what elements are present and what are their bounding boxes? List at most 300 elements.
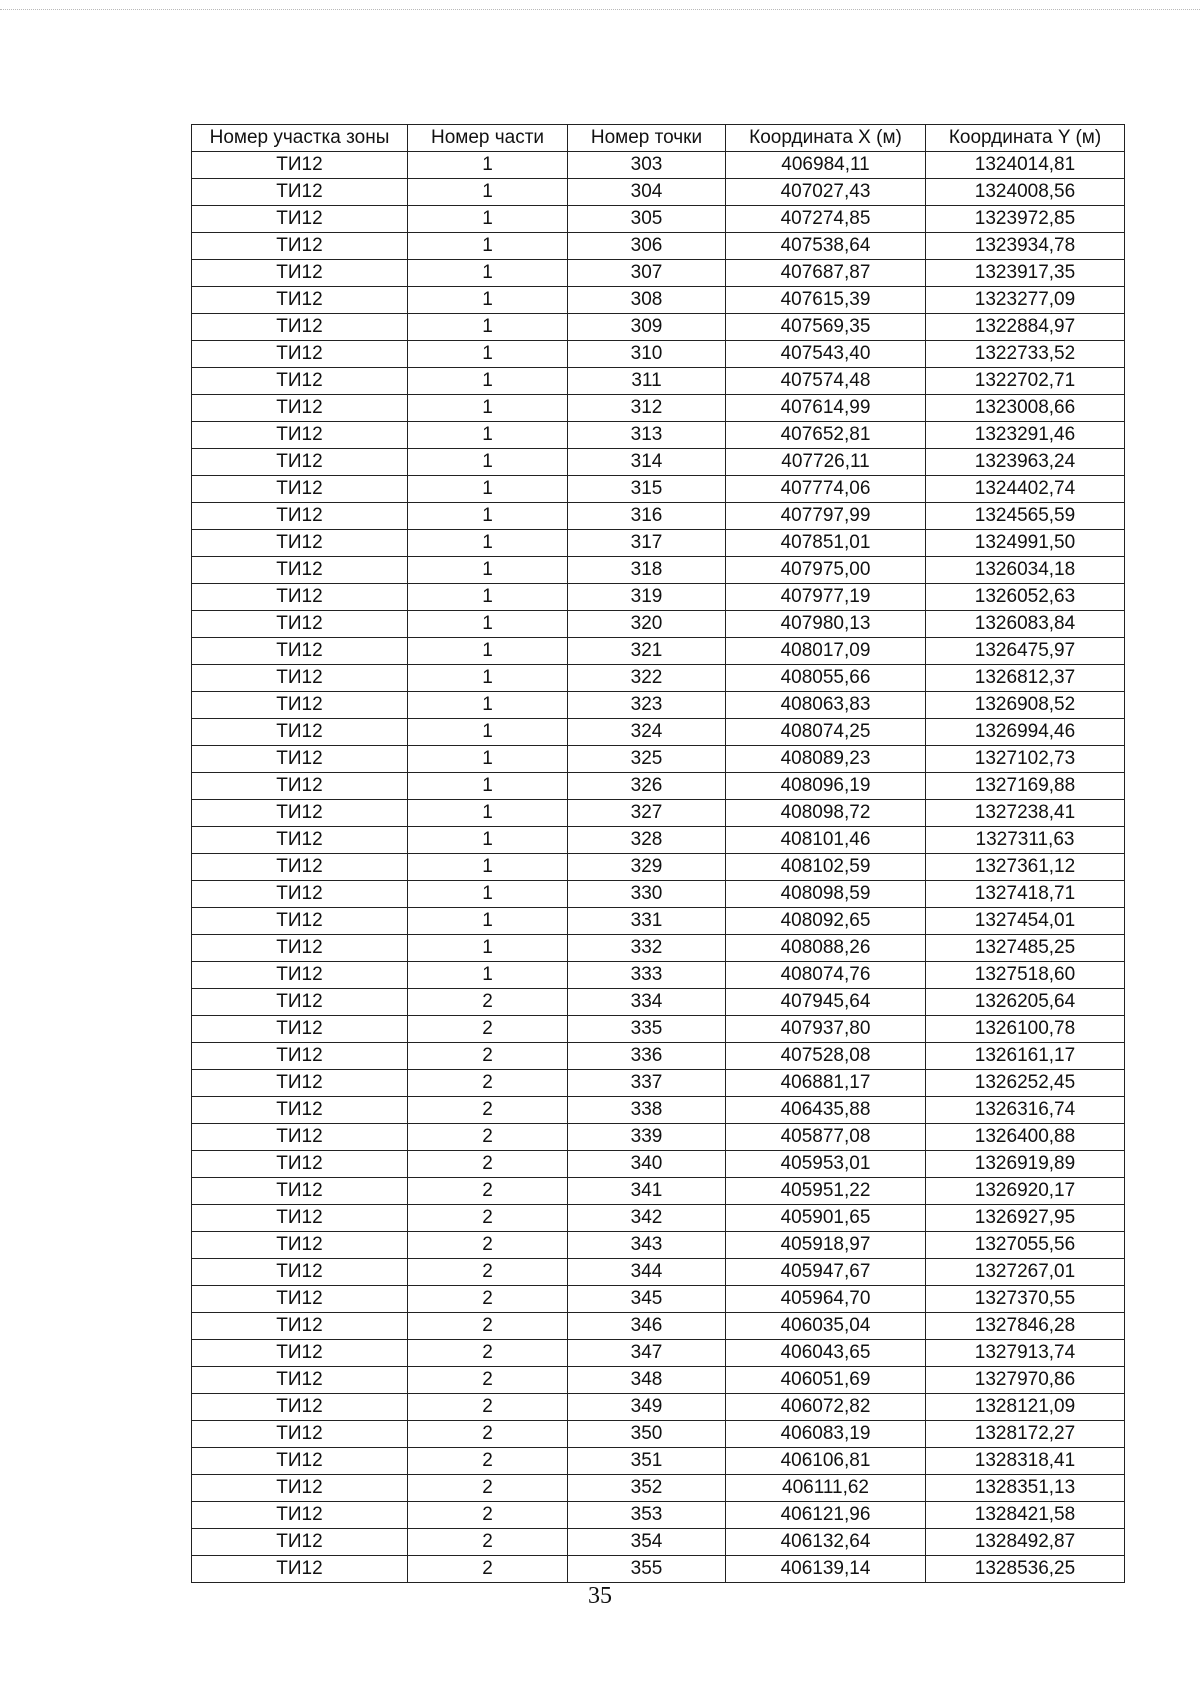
cell-zone-section: ТИ12	[192, 449, 408, 476]
cell-coordinate-y: 1326034,18	[926, 557, 1125, 584]
cell-point-number: 334	[568, 989, 726, 1016]
cell-point-number: 331	[568, 908, 726, 935]
cell-coordinate-x: 407569,35	[726, 314, 926, 341]
cell-point-number: 318	[568, 557, 726, 584]
cell-coordinate-y: 1326161,17	[926, 1043, 1125, 1070]
cell-coordinate-x: 407797,99	[726, 503, 926, 530]
cell-coordinate-y: 1327418,71	[926, 881, 1125, 908]
cell-coordinate-x: 406111,62	[726, 1475, 926, 1502]
table-row	[192, 1421, 1125, 1448]
cell-coordinate-y: 1326812,37	[926, 665, 1125, 692]
cell-part-number: 1	[408, 962, 568, 989]
cell-coordinate-x: 408074,76	[726, 962, 926, 989]
cell-coordinate-x: 406106,81	[726, 1448, 926, 1475]
cell-coordinate-y: 1328536,25	[926, 1556, 1125, 1583]
cell-point-number: 316	[568, 503, 726, 530]
cell-coordinate-x: 406139,14	[726, 1556, 926, 1583]
page-number: 35	[588, 1583, 612, 1609]
table-row	[192, 746, 1125, 773]
cell-part-number: 1	[408, 476, 568, 503]
cell-point-number: 324	[568, 719, 726, 746]
cell-part-number: 2	[408, 1016, 568, 1043]
cell-coordinate-x: 407726,11	[726, 449, 926, 476]
cell-zone-section: ТИ12	[192, 827, 408, 854]
cell-part-number: 2	[408, 1556, 568, 1583]
cell-zone-section: ТИ12	[192, 881, 408, 908]
cell-coordinate-y: 1326919,89	[926, 1151, 1125, 1178]
table-row	[192, 530, 1125, 557]
cell-point-number: 325	[568, 746, 726, 773]
header-coordinate-y: Координата Y (м)	[926, 125, 1125, 152]
cell-coordinate-y: 1328318,41	[926, 1448, 1125, 1475]
cell-zone-section: ТИ12	[192, 989, 408, 1016]
cell-part-number: 2	[408, 1394, 568, 1421]
cell-coordinate-y: 1323917,35	[926, 260, 1125, 287]
table-row	[192, 395, 1125, 422]
cell-coordinate-y: 1327485,25	[926, 935, 1125, 962]
cell-coordinate-x: 408063,83	[726, 692, 926, 719]
table-body	[192, 152, 1125, 1583]
table-row	[192, 935, 1125, 962]
cell-coordinate-x: 408017,09	[726, 638, 926, 665]
cell-zone-section: ТИ12	[192, 233, 408, 260]
cell-coordinate-y: 1324008,56	[926, 179, 1125, 206]
cell-part-number: 2	[408, 1340, 568, 1367]
cell-zone-section: ТИ12	[192, 908, 408, 935]
cell-point-number: 348	[568, 1367, 726, 1394]
cell-part-number: 2	[408, 1367, 568, 1394]
cell-coordinate-y: 1327169,88	[926, 773, 1125, 800]
header-zone-section: Номер участка зоны	[192, 125, 408, 152]
cell-part-number: 2	[408, 1286, 568, 1313]
table-row	[192, 1502, 1125, 1529]
cell-coordinate-y: 1326920,17	[926, 1178, 1125, 1205]
cell-point-number: 314	[568, 449, 726, 476]
cell-zone-section: ТИ12	[192, 503, 408, 530]
table-row	[192, 1232, 1125, 1259]
cell-zone-section: ТИ12	[192, 287, 408, 314]
cell-point-number: 332	[568, 935, 726, 962]
cell-point-number: 309	[568, 314, 726, 341]
table-row	[192, 179, 1125, 206]
cell-zone-section: ТИ12	[192, 530, 408, 557]
cell-point-number: 336	[568, 1043, 726, 1070]
table-row	[192, 1124, 1125, 1151]
cell-point-number: 344	[568, 1259, 726, 1286]
cell-coordinate-x: 407945,64	[726, 989, 926, 1016]
cell-point-number: 343	[568, 1232, 726, 1259]
table-row	[192, 1043, 1125, 1070]
cell-coordinate-x: 406051,69	[726, 1367, 926, 1394]
cell-point-number: 350	[568, 1421, 726, 1448]
table-row	[192, 611, 1125, 638]
cell-zone-section: ТИ12	[192, 1178, 408, 1205]
table-row	[192, 1313, 1125, 1340]
cell-coordinate-x: 405947,67	[726, 1259, 926, 1286]
cell-coordinate-y: 1327454,01	[926, 908, 1125, 935]
cell-coordinate-y: 1324565,59	[926, 503, 1125, 530]
cell-coordinate-x: 406072,82	[726, 1394, 926, 1421]
cell-coordinate-x: 407975,00	[726, 557, 926, 584]
cell-coordinate-y: 1327267,01	[926, 1259, 1125, 1286]
table-row	[192, 1016, 1125, 1043]
cell-part-number: 2	[408, 1097, 568, 1124]
table-row	[192, 1259, 1125, 1286]
cell-point-number: 313	[568, 422, 726, 449]
cell-zone-section: ТИ12	[192, 1259, 408, 1286]
cell-coordinate-x: 405918,97	[726, 1232, 926, 1259]
cell-part-number: 2	[408, 1313, 568, 1340]
cell-zone-section: ТИ12	[192, 1340, 408, 1367]
cell-coordinate-y: 1326252,45	[926, 1070, 1125, 1097]
cell-part-number: 2	[408, 1151, 568, 1178]
cell-coordinate-y: 1326908,52	[926, 692, 1125, 719]
cell-point-number: 303	[568, 152, 726, 179]
cell-coordinate-x: 406435,88	[726, 1097, 926, 1124]
cell-coordinate-y: 1328351,13	[926, 1475, 1125, 1502]
cell-zone-section: ТИ12	[192, 395, 408, 422]
cell-coordinate-y: 1327846,28	[926, 1313, 1125, 1340]
cell-coordinate-x: 406881,17	[726, 1070, 926, 1097]
cell-coordinate-x: 407774,06	[726, 476, 926, 503]
cell-part-number: 2	[408, 1124, 568, 1151]
cell-part-number: 1	[408, 557, 568, 584]
cell-zone-section: ТИ12	[192, 1394, 408, 1421]
cell-coordinate-x: 408055,66	[726, 665, 926, 692]
cell-point-number: 341	[568, 1178, 726, 1205]
cell-part-number: 1	[408, 746, 568, 773]
cell-part-number: 1	[408, 719, 568, 746]
cell-point-number: 346	[568, 1313, 726, 1340]
cell-coordinate-x: 408098,59	[726, 881, 926, 908]
table-row	[192, 1178, 1125, 1205]
cell-coordinate-y: 1327913,74	[926, 1340, 1125, 1367]
cell-part-number: 1	[408, 827, 568, 854]
cell-part-number: 2	[408, 1448, 568, 1475]
cell-zone-section: ТИ12	[192, 1313, 408, 1340]
cell-coordinate-x: 407274,85	[726, 206, 926, 233]
cell-point-number: 351	[568, 1448, 726, 1475]
cell-zone-section: ТИ12	[192, 962, 408, 989]
cell-part-number: 1	[408, 611, 568, 638]
cell-part-number: 1	[408, 152, 568, 179]
cell-part-number: 1	[408, 260, 568, 287]
table-row	[192, 314, 1125, 341]
cell-coordinate-y: 1322884,97	[926, 314, 1125, 341]
cell-point-number: 352	[568, 1475, 726, 1502]
table-row	[192, 1556, 1125, 1583]
cell-zone-section: ТИ12	[192, 314, 408, 341]
cell-part-number: 1	[408, 503, 568, 530]
cell-zone-section: ТИ12	[192, 1421, 408, 1448]
table-row	[192, 206, 1125, 233]
cell-point-number: 327	[568, 800, 726, 827]
cell-coordinate-x: 408089,23	[726, 746, 926, 773]
table-row	[192, 1286, 1125, 1313]
cell-part-number: 1	[408, 773, 568, 800]
cell-coordinate-x: 408101,46	[726, 827, 926, 854]
cell-coordinate-x: 407027,43	[726, 179, 926, 206]
cell-part-number: 1	[408, 800, 568, 827]
cell-part-number: 1	[408, 341, 568, 368]
cell-part-number: 1	[408, 179, 568, 206]
cell-part-number: 1	[408, 368, 568, 395]
cell-part-number: 2	[408, 1232, 568, 1259]
coordinates-table	[191, 124, 1125, 1583]
table-row	[192, 800, 1125, 827]
cell-zone-section: ТИ12	[192, 1151, 408, 1178]
cell-point-number: 330	[568, 881, 726, 908]
cell-coordinate-x: 406083,19	[726, 1421, 926, 1448]
table-row	[192, 1097, 1125, 1124]
header-point-number: Номер точки	[568, 125, 726, 152]
table-row	[192, 584, 1125, 611]
cell-point-number: 320	[568, 611, 726, 638]
cell-point-number: 347	[568, 1340, 726, 1367]
cell-point-number: 329	[568, 854, 726, 881]
cell-zone-section: ТИ12	[192, 1448, 408, 1475]
cell-part-number: 1	[408, 530, 568, 557]
table-row	[192, 1340, 1125, 1367]
cell-point-number: 310	[568, 341, 726, 368]
cell-coordinate-x: 405901,65	[726, 1205, 926, 1232]
cell-zone-section: ТИ12	[192, 1124, 408, 1151]
cell-part-number: 2	[408, 1475, 568, 1502]
cell-part-number: 1	[408, 935, 568, 962]
cell-coordinate-x: 408098,72	[726, 800, 926, 827]
table-row	[192, 881, 1125, 908]
cell-part-number: 2	[408, 1421, 568, 1448]
cell-part-number: 1	[408, 233, 568, 260]
cell-coordinate-x: 408074,25	[726, 719, 926, 746]
cell-coordinate-y: 1324402,74	[926, 476, 1125, 503]
cell-part-number: 2	[408, 1529, 568, 1556]
cell-zone-section: ТИ12	[192, 179, 408, 206]
table-row	[192, 719, 1125, 746]
cell-coordinate-x: 408102,59	[726, 854, 926, 881]
cell-point-number: 307	[568, 260, 726, 287]
cell-point-number: 340	[568, 1151, 726, 1178]
cell-zone-section: ТИ12	[192, 1475, 408, 1502]
cell-zone-section: ТИ12	[192, 1232, 408, 1259]
cell-coordinate-x: 407687,87	[726, 260, 926, 287]
cell-zone-section: ТИ12	[192, 665, 408, 692]
cell-coordinate-x: 407615,39	[726, 287, 926, 314]
table-row	[192, 1394, 1125, 1421]
cell-point-number: 321	[568, 638, 726, 665]
table-row	[192, 827, 1125, 854]
cell-coordinate-y: 1328121,09	[926, 1394, 1125, 1421]
cell-point-number: 354	[568, 1529, 726, 1556]
cell-coordinate-x: 407574,48	[726, 368, 926, 395]
cell-point-number: 355	[568, 1556, 726, 1583]
table-row	[192, 368, 1125, 395]
cell-point-number: 322	[568, 665, 726, 692]
cell-coordinate-y: 1327361,12	[926, 854, 1125, 881]
cell-coordinate-y: 1327102,73	[926, 746, 1125, 773]
cell-zone-section: ТИ12	[192, 1286, 408, 1313]
cell-coordinate-x: 407652,81	[726, 422, 926, 449]
cell-point-number: 342	[568, 1205, 726, 1232]
cell-coordinate-y: 1326100,78	[926, 1016, 1125, 1043]
table-row	[192, 476, 1125, 503]
cell-part-number: 1	[408, 287, 568, 314]
cell-part-number: 2	[408, 1070, 568, 1097]
cell-point-number: 323	[568, 692, 726, 719]
cell-coordinate-y: 1327055,56	[926, 1232, 1125, 1259]
cell-part-number: 2	[408, 1259, 568, 1286]
cell-coordinate-y: 1323277,09	[926, 287, 1125, 314]
table-row	[192, 557, 1125, 584]
cell-coordinate-y: 1328492,87	[926, 1529, 1125, 1556]
table-row	[192, 1475, 1125, 1502]
cell-coordinate-x: 406984,11	[726, 152, 926, 179]
cell-point-number: 349	[568, 1394, 726, 1421]
table-row	[192, 1070, 1125, 1097]
scan-edge-artifact	[0, 9, 1200, 10]
cell-part-number: 2	[408, 1043, 568, 1070]
table-row	[192, 260, 1125, 287]
cell-zone-section: ТИ12	[192, 557, 408, 584]
cell-coordinate-y: 1326994,46	[926, 719, 1125, 746]
table-row	[192, 692, 1125, 719]
header-row	[192, 125, 1125, 152]
cell-point-number: 353	[568, 1502, 726, 1529]
cell-point-number: 333	[568, 962, 726, 989]
table-row	[192, 854, 1125, 881]
cell-coordinate-x: 406121,96	[726, 1502, 926, 1529]
cell-part-number: 1	[408, 692, 568, 719]
cell-zone-section: ТИ12	[192, 1502, 408, 1529]
cell-coordinate-y: 1326475,97	[926, 638, 1125, 665]
cell-part-number: 1	[408, 206, 568, 233]
cell-coordinate-y: 1324991,50	[926, 530, 1125, 557]
cell-coordinate-y: 1326400,88	[926, 1124, 1125, 1151]
cell-coordinate-y: 1324014,81	[926, 152, 1125, 179]
cell-coordinate-y: 1322733,52	[926, 341, 1125, 368]
cell-zone-section: ТИ12	[192, 1016, 408, 1043]
cell-part-number: 2	[408, 989, 568, 1016]
cell-point-number: 337	[568, 1070, 726, 1097]
cell-part-number: 1	[408, 395, 568, 422]
cell-coordinate-x: 406043,65	[726, 1340, 926, 1367]
cell-point-number: 305	[568, 206, 726, 233]
cell-coordinate-y: 1326205,64	[926, 989, 1125, 1016]
cell-coordinate-x: 407543,40	[726, 341, 926, 368]
cell-part-number: 1	[408, 314, 568, 341]
cell-coordinate-y: 1328421,58	[926, 1502, 1125, 1529]
cell-coordinate-x: 408088,26	[726, 935, 926, 962]
cell-coordinate-x: 407977,19	[726, 584, 926, 611]
cell-coordinate-y: 1327970,86	[926, 1367, 1125, 1394]
cell-coordinate-y: 1323291,46	[926, 422, 1125, 449]
cell-point-number: 345	[568, 1286, 726, 1313]
cell-coordinate-y: 1322702,71	[926, 368, 1125, 395]
cell-coordinate-x: 406132,64	[726, 1529, 926, 1556]
table-row	[192, 152, 1125, 179]
cell-part-number: 1	[408, 422, 568, 449]
table-row	[192, 233, 1125, 260]
cell-coordinate-y: 1327370,55	[926, 1286, 1125, 1313]
cell-coordinate-x: 408092,65	[726, 908, 926, 935]
cell-zone-section: ТИ12	[192, 341, 408, 368]
table-row	[192, 341, 1125, 368]
table-row	[192, 1448, 1125, 1475]
cell-coordinate-y: 1326052,63	[926, 584, 1125, 611]
cell-part-number: 1	[408, 638, 568, 665]
cell-coordinate-y: 1323963,24	[926, 449, 1125, 476]
table-row	[192, 908, 1125, 935]
table-row	[192, 665, 1125, 692]
cell-coordinate-x: 405951,22	[726, 1178, 926, 1205]
table-row	[192, 773, 1125, 800]
cell-zone-section: ТИ12	[192, 1367, 408, 1394]
cell-zone-section: ТИ12	[192, 1529, 408, 1556]
cell-zone-section: ТИ12	[192, 692, 408, 719]
cell-zone-section: ТИ12	[192, 206, 408, 233]
cell-part-number: 2	[408, 1205, 568, 1232]
cell-coordinate-x: 407614,99	[726, 395, 926, 422]
cell-coordinate-x: 407851,01	[726, 530, 926, 557]
cell-coordinate-y: 1323972,85	[926, 206, 1125, 233]
cell-coordinate-x: 405877,08	[726, 1124, 926, 1151]
cell-zone-section: ТИ12	[192, 584, 408, 611]
header-part-number: Номер части	[408, 125, 568, 152]
cell-zone-section: ТИ12	[192, 1556, 408, 1583]
cell-part-number: 1	[408, 881, 568, 908]
cell-zone-section: ТИ12	[192, 1097, 408, 1124]
cell-coordinate-y: 1323934,78	[926, 233, 1125, 260]
cell-coordinate-y: 1327311,63	[926, 827, 1125, 854]
cell-coordinate-x: 408096,19	[726, 773, 926, 800]
cell-zone-section: ТИ12	[192, 1043, 408, 1070]
cell-zone-section: ТИ12	[192, 935, 408, 962]
table-row	[192, 638, 1125, 665]
table-row	[192, 962, 1125, 989]
cell-zone-section: ТИ12	[192, 1205, 408, 1232]
cell-zone-section: ТИ12	[192, 800, 408, 827]
cell-coordinate-x: 407937,80	[726, 1016, 926, 1043]
header-coordinate-x: Координата X (м)	[726, 125, 926, 152]
cell-part-number: 1	[408, 584, 568, 611]
table-row	[192, 422, 1125, 449]
table-header	[192, 125, 1125, 152]
table-row	[192, 1151, 1125, 1178]
cell-part-number: 1	[408, 908, 568, 935]
cell-zone-section: ТИ12	[192, 638, 408, 665]
cell-coordinate-y: 1326316,74	[926, 1097, 1125, 1124]
cell-zone-section: ТИ12	[192, 854, 408, 881]
cell-coordinate-x: 405964,70	[726, 1286, 926, 1313]
table-row	[192, 1205, 1125, 1232]
cell-point-number: 312	[568, 395, 726, 422]
cell-zone-section: ТИ12	[192, 422, 408, 449]
cell-point-number: 328	[568, 827, 726, 854]
cell-zone-section: ТИ12	[192, 611, 408, 638]
cell-coordinate-x: 407538,64	[726, 233, 926, 260]
cell-part-number: 1	[408, 854, 568, 881]
table-row	[192, 503, 1125, 530]
cell-coordinate-y: 1326083,84	[926, 611, 1125, 638]
cell-point-number: 315	[568, 476, 726, 503]
cell-coordinate-x: 407980,13	[726, 611, 926, 638]
cell-zone-section: ТИ12	[192, 152, 408, 179]
cell-coordinate-y: 1327238,41	[926, 800, 1125, 827]
cell-point-number: 335	[568, 1016, 726, 1043]
cell-zone-section: ТИ12	[192, 368, 408, 395]
cell-point-number: 339	[568, 1124, 726, 1151]
cell-zone-section: ТИ12	[192, 746, 408, 773]
